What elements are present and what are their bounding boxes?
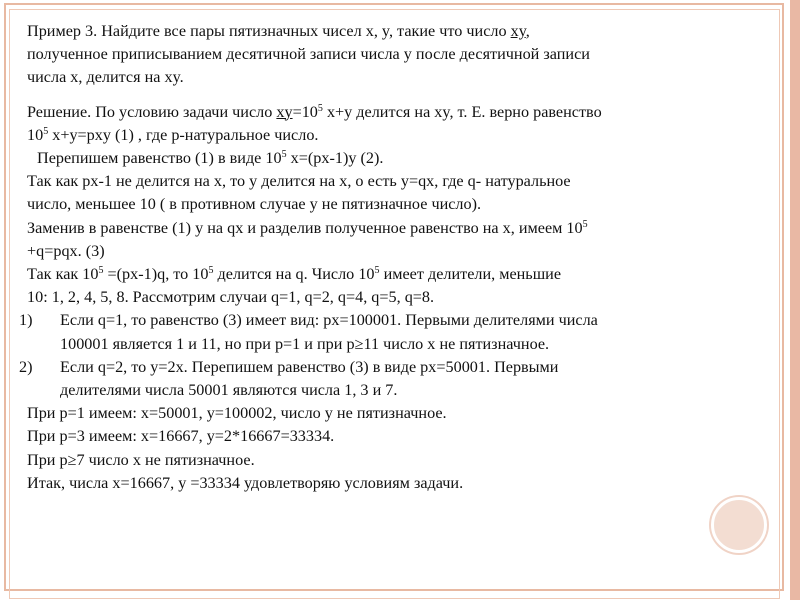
example-statement	[27, 20, 767, 90]
solution-line-1: Решение. По условию задачи число $xy=10^5$ x+y делится на xy, т. Е. верно равенство	[27, 102, 602, 121]
result-line-3: При p≥7 число x не пятизначное.	[27, 450, 255, 469]
example-line-3: числа x, делится на xy.	[27, 68, 184, 87]
example-line-2: полученное приписыванием десятичной записи числа y после десятичной записи	[27, 45, 590, 64]
example-line-1: Пример 3. Найдите все пары пятизначных чисел x, y, такие что число xy,	[27, 22, 530, 40]
solution-line-5: число, меньшее 10 ( в противном случае y не пятизначное число).	[27, 195, 482, 214]
solution-line-6: Заменив в равенстве (1) y на qx и разделив полученное равенство на x, имеем $10^5$	[27, 218, 588, 237]
solution-line-8: Так как $10^5 =(px-1)q$, то $10^5$ делится на q. Число $10^5$ имеет делители, меньшие	[27, 265, 562, 284]
result-line-1: При p=1 имеем: x=50001, y=100002, число y не пятизначное.	[27, 404, 447, 423]
cases-list	[19, 309, 767, 402]
solution-line-4: Так как px-1 не делится на x, то y делится на x, о есть y=qx, где q- натуральное	[27, 172, 571, 191]
result-line-2: При p=3 имеем: x=16667, y=2*16667=33334.	[27, 427, 335, 446]
solution-line-3: Перепишем равенство (1) в виде $10^5$ x=(px-1)y (2).	[37, 149, 384, 168]
accent-bar	[790, 0, 800, 600]
solution-line-2: $10^5$ x+y=pxy (1) , где p-натуральное число.	[27, 125, 319, 144]
list-item-number: 2)	[19, 357, 33, 376]
case-line: делителями числа 50001 являются числа 1, 3 и 7.	[60, 381, 398, 400]
case-line: Если q=1, то равенство (3) имеет вид: px=100001. Первыми делителями числа	[60, 311, 598, 330]
case-line: Если q=2, то y=2x. Перепишем равенство (3) в виде px=50001. Первыми	[60, 357, 559, 376]
list-item-number: 1)	[19, 311, 33, 330]
list-item	[19, 356, 767, 402]
solution-line-7: +q=pqx. (3)	[27, 241, 105, 260]
slide-content	[19, 20, 767, 495]
solution	[19, 101, 767, 495]
case-line: 100001 является 1 и 11, но при p=1 и при p≥11 число x не пятизначное.	[60, 334, 550, 353]
list-item	[19, 309, 767, 355]
solution-line-9: 10: 1, 2, 4, 5, 8. Рассмотрим случаи q=1, q=2, q=4, q=5, q=8.	[27, 288, 435, 307]
decorative-circle	[711, 497, 767, 553]
conclusion-line: Итак, числа x=16667, y =33334 удовлетворяю условиям задачи.	[27, 473, 464, 492]
